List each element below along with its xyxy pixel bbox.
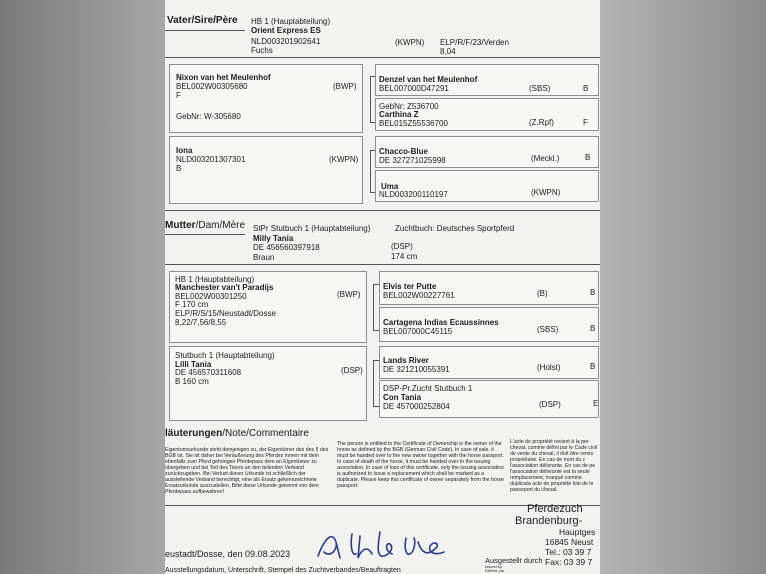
dam-sire-sex-height: F 170 cm <box>175 300 209 309</box>
dam-dd-breed: (DSP) <box>539 400 561 409</box>
dam-sire-name: Manchester van't Paradijs <box>175 283 274 292</box>
sire-score: 8,04 <box>440 47 456 56</box>
dam-dam-sex-height: B 160 cm <box>175 377 209 386</box>
line <box>165 57 600 58</box>
dam-dd-id: DE 457000252804 <box>383 402 450 411</box>
dam-dd-prefix: DSP-Pr.Zucht Stutbuch 1 <box>383 384 473 393</box>
issued-by: Issued by Délivré par <box>485 564 505 573</box>
bracket <box>370 150 371 192</box>
ds-name: Chacco-Blue <box>379 147 428 156</box>
line <box>165 264 600 265</box>
bracket <box>370 76 371 122</box>
dam-sire-scores: 8,22/7,56/8,55 <box>175 318 227 327</box>
dam-dam-breed: (DSP) <box>341 366 363 375</box>
signature <box>310 518 450 568</box>
org-fax: Fax: 03 39 7 <box>545 557 593 567</box>
dam-zuchtbuch: Zuchtbuch: Deutsches Sportpferd <box>395 224 515 233</box>
sire-name: Orient Express ES <box>251 26 321 35</box>
sire-color: Fuchs <box>251 46 273 55</box>
dam-color: Braun <box>253 253 275 262</box>
dam-breed: (DSP) <box>391 242 413 251</box>
dam-dd-sex: E <box>593 399 599 408</box>
dam-sd-breed: (SBS) <box>537 325 559 334</box>
dam-section-title: Mutter/Dam/Mère <box>165 220 246 231</box>
dam-ds-sex: B <box>590 362 596 371</box>
sd-id: BEL015Z55536700 <box>379 119 448 128</box>
dam-sire-hb: HB 1 (Hauptabteilung) <box>175 275 255 284</box>
sire-dam-sex: B <box>176 164 182 173</box>
ss-id: BEL007000D47291 <box>379 84 449 93</box>
dam-sire-breed: (BWP) <box>337 290 361 299</box>
ds-sex: B <box>585 153 591 162</box>
dam-dam-stb: Stutbuch 1 (Hauptabteilung) <box>175 351 275 360</box>
sd-breed: (Z.Rpf) <box>529 118 554 127</box>
sire-sire-breed: (BWP) <box>333 82 357 91</box>
sire-dam-name: Iona <box>176 146 193 155</box>
sire-sire-gebnr: GebNr: W-305680 <box>176 112 241 121</box>
background-left <box>0 0 168 574</box>
bottom-label: Ausstellungsdatum, Unterschrift, Stempel des Zuchtverbandes/Beauftragten <box>165 567 401 574</box>
place-date: eustadt/Dosse, den 09.08.2023 <box>165 549 291 559</box>
dam-stpr: StPr Stutbuch 1 (Hauptabteilung) <box>253 224 371 233</box>
org-tel: Tel.: 03 39 7 <box>545 547 592 557</box>
sire-dam-id: NLD003201307301 <box>176 155 246 164</box>
ss-sex: B <box>583 84 589 93</box>
notes-en: The person is entitled to the Certificate of Ownership is the owner of the horse as defined by the BGB (German Civil Code). In case of sale, it must be handed over to the new owner together with the horse passport. In case of death of the horse, it must be handed over to the issuing association. In case of loss of this certificate, only the issuing association is authorized to issue a replacement which shall be marked as a duplicate. Please keep this certificate of owner separately from the horse passport. <box>337 441 504 489</box>
ss-breed: (SBS) <box>529 84 551 93</box>
dam-ss-sex: B <box>590 288 596 297</box>
dam-ss-breed: (B) <box>537 289 548 298</box>
dam-ss-id: BEL002W00227761 <box>383 291 455 300</box>
dam-id: DE 456560397918 <box>253 243 320 252</box>
ds-id: DE 327271025998 <box>379 156 446 165</box>
dam-sd-name: Cartagena Indias Ecaussinnes <box>383 318 499 327</box>
dam-ds-breed: (Holst) <box>537 363 561 372</box>
ds-breed: (Meckl.) <box>531 154 560 163</box>
dam-sire-id: BEL002W00301250 <box>175 292 247 301</box>
ausgestellt: Ausgestellt durch <box>485 556 543 565</box>
dam-ss-name: Elvis ter Putte <box>383 282 437 291</box>
sire-dam-breed: (KWPN) <box>329 155 359 164</box>
bracket <box>373 360 374 406</box>
sire-dam-box <box>169 136 363 204</box>
notes-title: läuterungen/Note/Commentaire <box>165 428 309 439</box>
dam-dam-id: DE 456570311608 <box>175 368 242 377</box>
line <box>165 30 245 31</box>
line <box>165 234 245 235</box>
dam-sd-sex: B <box>590 324 596 333</box>
sire-perf: ELP/R/F/23/Verden <box>440 38 509 47</box>
line <box>165 210 600 211</box>
notes-de: Eigentumsurkunde steht demjenigen zu, der Eigentümer des des § des BGB ist. Sie ist daher bei Veräußerung des Pferdes mmen mit dem ebenfalls zum Pferd gehörigen Pferdepass dem en Eigentümer zu übergeben und bei Tod des Tieres an den teilenden Verband zurückzugeben. Bei Verlust dieser Urkunde ist schließlich der ausstellende Verband berechtigt, eine als Ersatz gekennzeichnete Ersatzurkunde auszustellen. Bitte diese Urkunde getrennt von dem Pferdepass aufbewahren! <box>165 447 329 495</box>
dam-dam-name: Lilli Tania <box>175 360 212 369</box>
org-name-2: Brandenburg- <box>515 515 583 527</box>
dd-name: Uma <box>381 182 399 191</box>
dam-sd-id: BEL007000C45115 <box>383 327 453 336</box>
bracket <box>373 284 374 330</box>
dam-dd-name: Con Tania <box>383 393 422 402</box>
sire-sire-sex: F <box>176 91 181 100</box>
sire-hb: HB 1 (Hauptabteilung) <box>251 17 331 26</box>
sd-sex: F <box>583 118 588 127</box>
sd-gebnr: GebNr: Z536700 <box>379 102 439 111</box>
dd-breed: (KWPN) <box>531 188 561 197</box>
dam-ds-id: DE 321210055391 <box>383 365 450 374</box>
org-street: Hauptges <box>559 527 596 537</box>
sire-breed: (KWPN) <box>395 38 425 47</box>
sire-section-title: Vater/Sire/Père <box>167 15 238 26</box>
notes-fr: L'acte de propriété revient à la per cheval, comme défini par le Code civil de vente du cheval, il doit être remis propriétaire. En cas de mort du c l'association délivrante. En cas de pe l'association délivrante est la seule remplacement, marqué comme duplicata acte de propriété loin de le passeport du cheval. <box>510 439 598 493</box>
ss-name: Denzel van het Meulenhof <box>379 75 478 84</box>
sd-name: Carthina Z <box>379 110 419 119</box>
sire-sire-id: BEL002W00305680 <box>176 82 248 91</box>
dam-ds-name: Lands River <box>383 356 429 365</box>
sire-id: NLD003201902641 <box>251 37 321 46</box>
dam-height: 174 cm <box>391 252 418 261</box>
dam-sire-perf: ELP/R/S/15/Neustadt/Dosse <box>175 309 276 318</box>
background-right <box>596 0 766 574</box>
org-name-1: Pferdezuch <box>527 503 583 515</box>
pedigree-document <box>165 0 600 574</box>
dd-id: NLD003200110197 <box>379 190 448 199</box>
dam-name: Milly Tania <box>253 234 294 243</box>
org-city: 16845 Neust <box>545 537 594 547</box>
sire-sire-name: Nixon van het Meulenhof <box>176 73 271 82</box>
